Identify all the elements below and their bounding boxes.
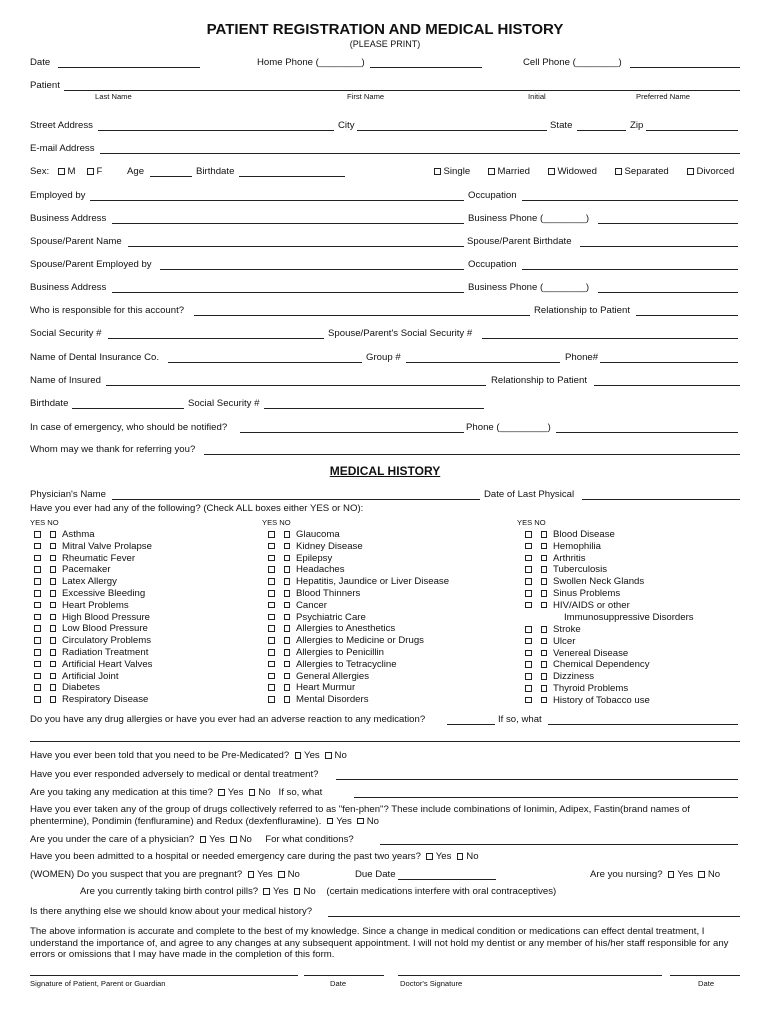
yes-checkbox-icon[interactable] — [34, 696, 41, 703]
yes-checkbox-icon[interactable] — [525, 673, 532, 680]
condition-label: Kidney Disease — [296, 540, 363, 552]
age-label: Age — [127, 166, 145, 177]
marital-divorced[interactable]: Divorced — [687, 167, 734, 177]
condition-label: Swollen Neck Glands — [553, 576, 645, 588]
fenphen-question: Have you ever taken any of the group of drugs collectively referred to as "fen-phen"? These include combinations of Ionimin, Adipex, Fastin(brand names of phentermine), Pondimin (fenfluramine) and Redux (dexfenflurамine). Yes No — [30, 804, 690, 827]
last-name-caption: Last Name — [95, 92, 132, 101]
condition-label: High Blood Pressure — [62, 611, 150, 623]
relationship-field[interactable] — [636, 315, 738, 316]
birth-control-question: Are you currently taking birth control pills? Yes No (certain medications interfere with oral contraceptives) — [80, 886, 557, 897]
condition-label: Thyroid Problems — [553, 683, 629, 694]
no-checkbox-icon[interactable] — [284, 602, 291, 609]
group-field[interactable] — [406, 362, 560, 363]
no-checkbox-icon[interactable] — [284, 661, 291, 668]
spouse-business-address-field[interactable] — [112, 292, 464, 293]
emergency-phone-label: Phone (_________) — [466, 422, 551, 433]
ins-phone-field[interactable] — [600, 362, 738, 363]
yes-checkbox-icon[interactable] — [34, 637, 41, 644]
yes-checkbox-icon[interactable] — [525, 661, 532, 668]
drug-allergies-field[interactable] — [447, 724, 495, 725]
date-label: Date — [30, 57, 51, 68]
insured-field[interactable] — [106, 385, 486, 386]
checkbox-icon[interactable] — [687, 168, 694, 175]
yes-checkbox-icon[interactable] — [525, 555, 532, 562]
condition-label: History of Tobacco use — [553, 694, 650, 706]
city-label: City — [338, 120, 355, 131]
checkbox-icon[interactable] — [295, 752, 302, 759]
condition-label: Hepatitis, Jaundice or Liver Disease — [296, 576, 450, 588]
no-checkbox-icon[interactable] — [50, 649, 57, 656]
group-label: Group # — [366, 352, 401, 363]
insured-ssn-label: Social Security # — [188, 398, 260, 409]
date-field[interactable] — [58, 67, 200, 68]
yes-checkbox-icon[interactable] — [34, 602, 41, 609]
no-checkbox-icon[interactable] — [50, 696, 57, 703]
no-checkbox-icon[interactable] — [284, 590, 291, 597]
condition-label: Diabetes — [62, 682, 100, 694]
checkbox-icon[interactable] — [668, 871, 675, 878]
no-checkbox-icon[interactable] — [284, 555, 291, 562]
taking-med-field[interactable] — [354, 797, 738, 798]
checkbox-icon[interactable] — [263, 888, 270, 895]
cell-phone-label: Cell Phone (________) — [523, 57, 622, 68]
condition-label: General Allergies — [296, 670, 370, 682]
yes-checkbox-icon[interactable] — [34, 543, 41, 550]
cell-phone-field[interactable] — [630, 67, 740, 68]
condition-label: Radiation Treatment — [62, 647, 149, 658]
condition-label: Allergies to Medicine or Drugs — [296, 635, 424, 647]
no-checkbox-icon[interactable] — [541, 590, 548, 597]
last-physical-label: Date of Last Physical — [484, 489, 575, 500]
no-checkbox-icon[interactable] — [284, 625, 291, 632]
physician-label: Physician's Name — [30, 489, 106, 500]
yes-checkbox-icon[interactable] — [268, 543, 275, 550]
condition-label: Artificial Heart Valves — [62, 658, 153, 670]
drug-allergies-detail-field[interactable] — [548, 724, 738, 725]
condition-label: Allergies to Anesthetics — [296, 623, 396, 635]
under-care-field[interactable] — [380, 844, 738, 845]
phone-no-label: Phone# — [565, 352, 599, 363]
under-care-question: Are you under the care of a physician? Yes No For what conditions? — [30, 834, 354, 845]
condition-label-continued: Immunosuppressive Disorders — [564, 612, 694, 623]
spouse-occupation-field[interactable] — [522, 269, 738, 270]
condition-label: Circulatory Problems — [62, 635, 152, 647]
condition-label: Psychiatric Care — [296, 611, 366, 623]
state-field[interactable] — [577, 130, 626, 131]
spouse-birthdate-field[interactable] — [580, 246, 738, 247]
due-date-field[interactable] — [398, 879, 496, 880]
spouse-employed-label: Spouse/Parent Employed by — [30, 259, 152, 270]
yes-checkbox-icon[interactable] — [525, 578, 532, 585]
doctor-signature-caption: Doctor's Signature — [400, 979, 463, 988]
yes-checkbox-icon[interactable] — [268, 625, 275, 632]
nursing-question: Are you nursing? Yes No — [590, 869, 721, 880]
patient-signature-field[interactable] — [30, 975, 298, 976]
emergency-label: In case of emergency, who should be notified? — [30, 422, 228, 433]
condition-label: Artificial Joint — [62, 670, 119, 682]
checkbox-icon[interactable] — [698, 871, 705, 878]
no-checkbox-icon[interactable] — [541, 602, 548, 609]
yes-checkbox-icon[interactable] — [34, 673, 41, 680]
patient-label: Patient — [30, 80, 60, 91]
drug-allergies-question: Do you have any drug allergies or have you ever had an adverse reaction to any medication? — [30, 714, 426, 725]
no-checkbox-icon[interactable] — [50, 543, 57, 550]
sex-m-option[interactable]: M — [58, 167, 76, 177]
yes-no-header: YES NO — [517, 518, 546, 527]
premed-question: Have you ever been told that you need to be Pre-Medicated? Yes No — [30, 750, 347, 761]
yes-checkbox-icon[interactable] — [268, 602, 275, 609]
checkbox-icon[interactable] — [87, 168, 94, 175]
no-checkbox-icon[interactable] — [284, 531, 291, 538]
condition-label: Mitral Valve Prolapse — [62, 540, 152, 552]
patient-name-field[interactable] — [64, 90, 740, 91]
spouse-name-field[interactable] — [128, 246, 464, 247]
condition-label: Allergies to Penicillin — [296, 647, 384, 658]
anything-else-field[interactable] — [328, 916, 740, 917]
ssn-label: Social Security # — [30, 328, 102, 339]
yes-no-header: YES NO — [30, 518, 59, 527]
checkbox-icon[interactable] — [294, 888, 301, 895]
yes-checkbox-icon[interactable] — [525, 590, 532, 597]
condition-label: Arthritis — [553, 552, 586, 564]
no-checkbox-icon[interactable] — [284, 684, 291, 691]
condition-label: Venereal Disease — [553, 647, 629, 659]
zip-label: Zip — [630, 120, 644, 131]
yes-checkbox-icon[interactable] — [268, 614, 275, 621]
spouse-employed-field[interactable] — [160, 269, 464, 270]
condition-label: Blood Disease — [553, 529, 615, 540]
yes-checkbox-icon[interactable] — [34, 590, 41, 597]
no-checkbox-icon[interactable] — [50, 661, 57, 668]
occupation-field[interactable] — [522, 200, 738, 201]
no-checkbox-icon[interactable] — [50, 625, 57, 632]
spouse-ssn-field[interactable] — [482, 338, 738, 339]
condition-label: Chemical Dependency — [553, 659, 650, 671]
yes-checkbox-icon[interactable] — [268, 696, 275, 703]
condition-label: Headaches — [296, 564, 345, 576]
yes-checkbox-icon[interactable] — [525, 638, 532, 645]
no-checkbox-icon[interactable] — [284, 673, 291, 680]
condition-label: Rheumatic Fever — [62, 552, 136, 564]
no-checkbox-icon[interactable] — [50, 602, 57, 609]
yes-checkbox-icon[interactable] — [34, 649, 41, 656]
sex-f-option[interactable]: F — [87, 167, 102, 177]
home-phone-field[interactable] — [370, 67, 482, 68]
due-date-label: Due Date — [355, 869, 396, 880]
yes-checkbox-icon[interactable] — [525, 697, 532, 704]
no-checkbox-icon[interactable] — [284, 614, 291, 621]
yes-checkbox-icon[interactable] — [525, 602, 532, 609]
no-checkbox-icon[interactable] — [541, 578, 548, 585]
yes-no-header: YES NO — [262, 518, 291, 527]
form-subtitle: (PLEASE PRINT) — [349, 39, 421, 49]
no-checkbox-icon[interactable] — [284, 696, 291, 703]
sex-label: Sex: — [30, 166, 50, 177]
yes-checkbox-icon[interactable] — [34, 614, 41, 621]
checkbox-icon[interactable] — [200, 836, 207, 843]
marital-separated[interactable]: Separated — [615, 167, 669, 177]
no-checkbox-icon[interactable] — [541, 697, 548, 704]
checkbox-icon[interactable] — [426, 853, 433, 860]
checkbox-icon[interactable] — [325, 752, 332, 759]
yes-checkbox-icon[interactable] — [525, 626, 532, 633]
yes-checkbox-icon[interactable] — [525, 531, 532, 538]
emergency-field[interactable] — [240, 432, 464, 433]
condition-label: Sinus Problems — [553, 588, 621, 599]
anything-else-question: Is there anything else we should know about your medical history? — [30, 906, 313, 917]
checkbox-icon[interactable] — [434, 168, 441, 175]
spouse-ssn-label: Spouse/Parent's Social Security # — [328, 328, 473, 339]
yes-checkbox-icon[interactable] — [34, 555, 41, 562]
initial-caption: Initial — [528, 92, 546, 101]
checkbox-icon[interactable] — [488, 168, 495, 175]
spouse-occupation-label: Occupation — [468, 259, 517, 270]
no-checkbox-icon[interactable] — [50, 590, 57, 597]
spouse-business-phone-field[interactable] — [598, 292, 738, 293]
referring-label: Whom may we thank for referring you? — [30, 444, 196, 455]
checkbox-icon[interactable] — [58, 168, 65, 175]
no-checkbox-icon[interactable] — [541, 555, 548, 562]
business-address-label: Business Address — [30, 213, 107, 224]
business-phone-label: Business Phone (________) — [468, 213, 590, 224]
checkbox-icon[interactable] — [230, 836, 237, 843]
hospital-question: Have you been admitted to a hospital or needed emergency care during the past two years? Yes No — [30, 851, 479, 862]
condition-label: Epilepsy — [296, 552, 333, 564]
yes-checkbox-icon[interactable] — [525, 685, 532, 692]
spouse-name-label: Spouse/Parent Name — [30, 236, 122, 247]
condition-label: Excessive Bleeding — [62, 588, 146, 599]
email-label: E-mail Address — [30, 143, 95, 154]
physician-field[interactable] — [112, 499, 480, 500]
home-phone-label: Home Phone (________) — [257, 57, 365, 68]
street-label: Street Address — [30, 120, 93, 131]
dental-ins-label: Name of Dental Insurance Co. — [30, 352, 160, 363]
condition-label: Cancer — [296, 599, 327, 611]
no-checkbox-icon[interactable] — [541, 566, 548, 573]
no-checkbox-icon[interactable] — [541, 673, 548, 680]
yes-checkbox-icon[interactable] — [268, 661, 275, 668]
no-checkbox-icon[interactable] — [541, 543, 548, 550]
condition-label: Blood Thinners — [296, 588, 361, 599]
insured-label: Name of Insured — [30, 375, 101, 386]
no-checkbox-icon[interactable] — [284, 637, 291, 644]
responsible-field[interactable] — [194, 315, 530, 316]
medical-history-heading: MEDICAL HISTORY — [329, 464, 441, 478]
condition-label: Glaucoma — [296, 529, 340, 540]
taking-med-question: Are you taking any medication at this time? Yes No If so, what — [30, 787, 323, 798]
date-caption: Date — [698, 979, 715, 988]
condition-label: HIV/AIDS or other — [553, 599, 630, 611]
no-checkbox-icon[interactable] — [50, 531, 57, 538]
checkbox-icon[interactable] — [615, 168, 622, 175]
condition-label: Heart Problems — [62, 599, 129, 611]
yes-checkbox-icon[interactable] — [268, 673, 275, 680]
yes-checkbox-icon[interactable] — [34, 578, 41, 585]
no-checkbox-icon[interactable] — [284, 543, 291, 550]
checkbox-icon[interactable] — [327, 818, 334, 825]
condition-label: Heart Murmur — [296, 682, 356, 694]
patient-signature-caption: Signature of Patient, Parent or Guardian — [30, 979, 166, 988]
condition-row — [525, 601, 630, 613]
condition-label: Tuberculosis — [553, 564, 608, 576]
responsible-label: Who is responsible for this account? — [30, 305, 185, 316]
yes-checkbox-icon[interactable] — [34, 625, 41, 632]
condition-label: Mental Disorders — [296, 694, 369, 706]
no-checkbox-icon[interactable] — [284, 578, 291, 585]
marital-widowed[interactable]: Widowed — [548, 167, 597, 177]
no-checkbox-icon[interactable] — [284, 566, 291, 573]
yes-checkbox-icon[interactable] — [268, 649, 275, 656]
yes-checkbox-icon[interactable] — [268, 566, 275, 573]
checkbox-icon[interactable] — [218, 789, 225, 796]
condition-label: Latex Allergy — [62, 576, 117, 588]
checkbox-icon[interactable] — [548, 168, 555, 175]
patient-signature-date-field[interactable] — [304, 975, 384, 976]
no-checkbox-icon[interactable] — [541, 650, 548, 657]
business-address-field[interactable] — [112, 223, 464, 224]
insured-relationship-label: Relationship to Patient — [491, 375, 587, 386]
condition-label: Dizziness — [553, 671, 595, 683]
spouse-birthdate-label: Spouse/Parent Birthdate — [467, 236, 572, 247]
no-checkbox-icon[interactable] — [541, 661, 548, 668]
yes-checkbox-icon[interactable] — [268, 555, 275, 562]
adverse-question: Have you ever responded adversely to medical or dental treatment? — [30, 769, 319, 780]
insured-relationship-field[interactable] — [594, 385, 740, 386]
ssn-field[interactable] — [108, 338, 324, 339]
doctor-signature-date-field[interactable] — [670, 975, 740, 976]
conditions-question: Have you ever had any of the following? (Check ALL boxes either YES or NO): — [30, 503, 364, 514]
condition-label: Asthma — [62, 529, 95, 540]
no-checkbox-icon[interactable] — [284, 649, 291, 656]
age-field[interactable] — [150, 176, 192, 177]
dental-ins-field[interactable] — [168, 362, 362, 363]
insured-birthdate-field[interactable] — [72, 408, 184, 409]
form-title: PATIENT REGISTRATION AND MEDICAL HISTORY — [206, 21, 564, 38]
condition-label: Hemophilia — [553, 540, 601, 552]
yes-checkbox-icon[interactable] — [34, 684, 41, 691]
no-checkbox-icon[interactable] — [541, 685, 548, 692]
birthdate-label: Birthdate — [196, 166, 235, 177]
spouse-business-phone-label: Business Phone (________) — [468, 282, 590, 293]
no-checkbox-icon[interactable] — [50, 566, 57, 573]
condition-label: Pacemaker — [62, 564, 111, 576]
yes-checkbox-icon[interactable] — [268, 578, 275, 585]
no-checkbox-icon[interactable] — [50, 673, 57, 680]
insured-ssn-field[interactable] — [264, 408, 484, 409]
condition-label: Stroke — [553, 624, 581, 635]
emergency-phone-field[interactable] — [556, 432, 738, 433]
yes-checkbox-icon[interactable] — [525, 543, 532, 550]
state-label: State — [550, 120, 573, 131]
no-checkbox-icon[interactable] — [50, 684, 57, 691]
checkbox-icon[interactable] — [249, 789, 256, 796]
street-field[interactable] — [98, 130, 334, 131]
checkbox-icon[interactable] — [457, 853, 464, 860]
no-checkbox-icon[interactable] — [50, 614, 57, 621]
condition-row — [525, 696, 650, 708]
first-name-caption: First Name — [347, 92, 385, 101]
referring-field[interactable] — [204, 454, 740, 455]
condition-label: Respiratory Disease — [62, 694, 149, 706]
insured-birthdate-label: Birthdate — [30, 398, 69, 409]
if-so-what-label: If so, what — [498, 714, 542, 725]
yes-checkbox-icon[interactable] — [34, 661, 41, 668]
condition-label: Allergies to Tetracycline — [296, 658, 397, 670]
no-checkbox-icon[interactable] — [541, 531, 548, 538]
occupation-label: Occupation — [468, 190, 517, 201]
condition-row — [34, 695, 148, 707]
marital-married[interactable]: Married — [488, 167, 530, 177]
employed-field[interactable] — [90, 200, 464, 201]
yes-checkbox-icon[interactable] — [34, 566, 41, 573]
marital-single[interactable]: Single — [434, 167, 470, 177]
yes-checkbox-icon[interactable] — [268, 531, 275, 538]
condition-label: Low Blood Pressure — [62, 623, 148, 635]
checkbox-icon[interactable] — [278, 871, 285, 878]
checkbox-icon[interactable] — [248, 871, 255, 878]
doctor-signature-field[interactable] — [398, 975, 662, 976]
city-field[interactable] — [357, 130, 547, 131]
yes-checkbox-icon[interactable] — [268, 637, 275, 644]
no-checkbox-icon[interactable] — [541, 638, 548, 645]
preferred-name-caption: Preferred Name — [636, 92, 691, 101]
drug-allergies-line-2[interactable] — [30, 741, 740, 742]
zip-field[interactable] — [646, 130, 738, 131]
statement-paragraph: The above information is accurate and complete to the best of my knowledge. Since a change in medical condition or medications can effect dental treatment, I understand the importance of, and agree to any changes at any subsequent appointment. I will not hold my dentist or any member of his/her staff responsible for any errors or omissions that I may have made in the completion of this form. — [30, 926, 729, 960]
pregnant-question: (WOMEN) Do you suspect that you are pregnant? Yes No — [30, 869, 300, 880]
birthdate-field[interactable] — [239, 176, 345, 177]
yes-checkbox-icon[interactable] — [268, 590, 275, 597]
email-field[interactable] — [100, 153, 740, 154]
condition-row — [268, 695, 369, 707]
employed-label: Employed by — [30, 190, 86, 201]
no-checkbox-icon[interactable] — [50, 637, 57, 644]
relationship-label: Relationship to Patient — [534, 305, 630, 316]
yes-checkbox-icon[interactable] — [525, 566, 532, 573]
no-checkbox-icon[interactable] — [50, 555, 57, 562]
business-phone-field[interactable] — [598, 223, 738, 224]
checkbox-icon[interactable] — [357, 818, 364, 825]
condition-label: Ulcer — [553, 635, 576, 647]
yes-checkbox-icon[interactable] — [34, 531, 41, 538]
spouse-business-address-label: Business Address — [30, 282, 107, 293]
yes-checkbox-icon[interactable] — [268, 684, 275, 691]
yes-checkbox-icon[interactable] — [525, 650, 532, 657]
no-checkbox-icon[interactable] — [50, 578, 57, 585]
date-caption: Date — [330, 979, 347, 988]
adverse-field[interactable] — [336, 779, 738, 780]
no-checkbox-icon[interactable] — [541, 626, 548, 633]
last-physical-field[interactable] — [582, 499, 740, 500]
